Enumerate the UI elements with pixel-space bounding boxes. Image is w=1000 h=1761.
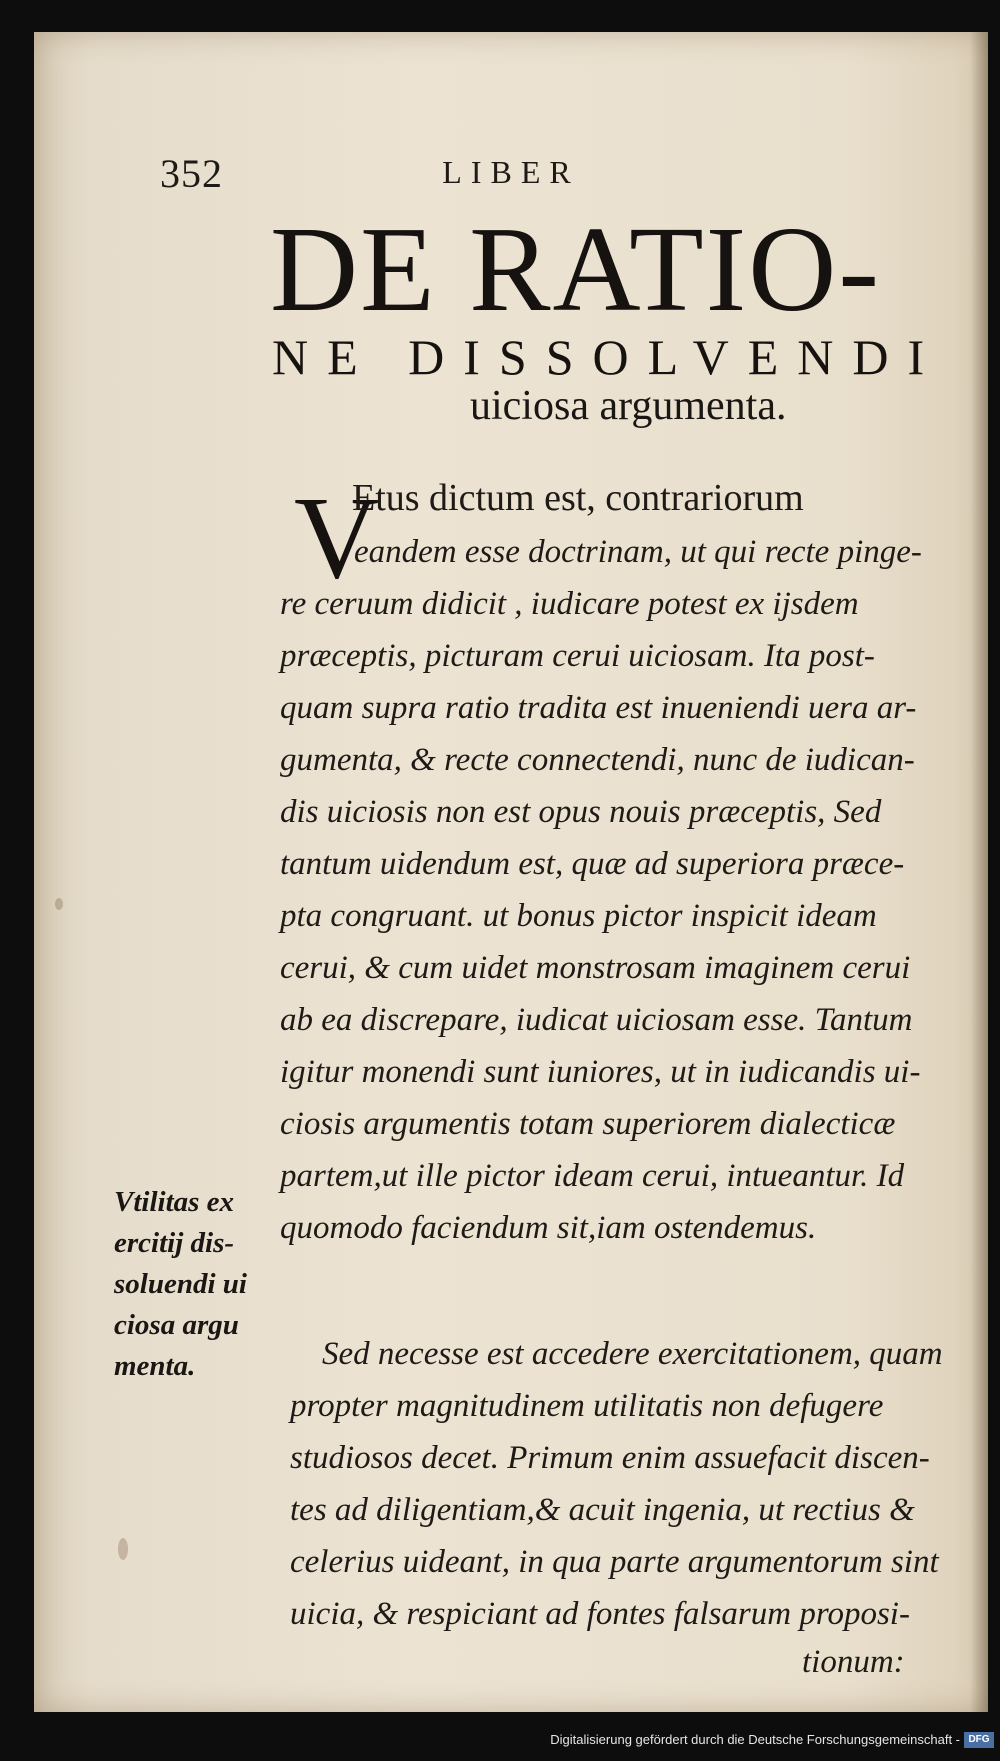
book-page xyxy=(34,32,988,1712)
drop-cap: V xyxy=(294,472,380,603)
footer-credit: Digitalisierung gefördert durch die Deutsche Forschungsgemeinschaft - xyxy=(550,1732,960,1747)
text-line: uicia, & respiciant ad fontes falsarum proposi- xyxy=(290,1596,910,1632)
marginal-note-line: soluendi ui xyxy=(114,1268,247,1300)
text-line: celerius uideant, in qua parte argumentorum sint xyxy=(290,1544,939,1580)
chapter-title-line-3: uiciosa argumenta. xyxy=(470,383,787,429)
text-line: studiosos decet. Primum enim assuefacit discen- xyxy=(290,1440,930,1476)
text-line: re ceruum didicit , iudicare potest ex ijsdem xyxy=(280,586,859,622)
dfg-logo-icon: DFG xyxy=(964,1732,994,1748)
text-line: præceptis, picturam cerui uiciosam. Ita post- xyxy=(280,638,875,674)
text-line: dis uiciosis non est opus nouis præceptis, Sed xyxy=(280,794,882,830)
text-line: Etus dictum est, contrariorum xyxy=(352,477,804,519)
text-line: ciosis argumentis totam superiorem dialecticæ xyxy=(280,1106,896,1142)
text-line: igitur monendi sunt iuniores, ut in iudicandis ui- xyxy=(280,1054,921,1090)
text-line: Sed necesse est accedere exercitationem, quam xyxy=(322,1336,943,1372)
page-number: 352 xyxy=(160,151,223,196)
text-line: cerui, & cum uidet monstrosam imaginem cerui xyxy=(280,950,911,986)
text-line: tionum: xyxy=(802,1644,905,1680)
text-line: eandem esse doctrinam, ut qui recte pinge- xyxy=(354,534,922,570)
text-line: propter magnitudinem utilitatis non defugere xyxy=(290,1388,884,1424)
page-edge-shadow xyxy=(970,32,988,1712)
text-line: ab ea discrepare, iudicat uiciosam esse. Tantum xyxy=(280,1002,913,1038)
footer-bar xyxy=(0,1726,1000,1761)
marginal-note-line: ciosa argu xyxy=(114,1309,239,1341)
text-line: quam supra ratio tradita est inueniendi uera ar- xyxy=(280,690,917,726)
paper-stain xyxy=(55,898,63,910)
text-line: tes ad diligentiam,& acuit ingenia, ut rectius & xyxy=(290,1492,915,1528)
text-line: tantum uidendum est, quæ ad superiora præce- xyxy=(280,846,905,882)
running-head: LIBER xyxy=(442,154,580,190)
marginal-note xyxy=(114,1182,274,1387)
chapter-title-line-2: NE DISSOLVENDI xyxy=(272,329,944,385)
marginal-note-line: Vtilitas ex xyxy=(114,1186,235,1218)
paper-stain xyxy=(118,1538,128,1560)
text-line: gumenta, & recte connectendi, nunc de iudican- xyxy=(280,742,915,778)
chapter-title-line-1: DE RATIO- xyxy=(270,202,881,337)
marginal-note-line: menta. xyxy=(114,1350,196,1382)
text-line: quomodo faciendum sit,iam ostendemus. xyxy=(280,1210,817,1246)
text-line: pta congruant. ut bonus pictor inspicit ideam xyxy=(280,898,877,934)
marginal-note-line: ercitij dis- xyxy=(114,1227,235,1259)
text-line: partem,ut ille pictor ideam cerui, intueantur. Id xyxy=(280,1158,905,1194)
